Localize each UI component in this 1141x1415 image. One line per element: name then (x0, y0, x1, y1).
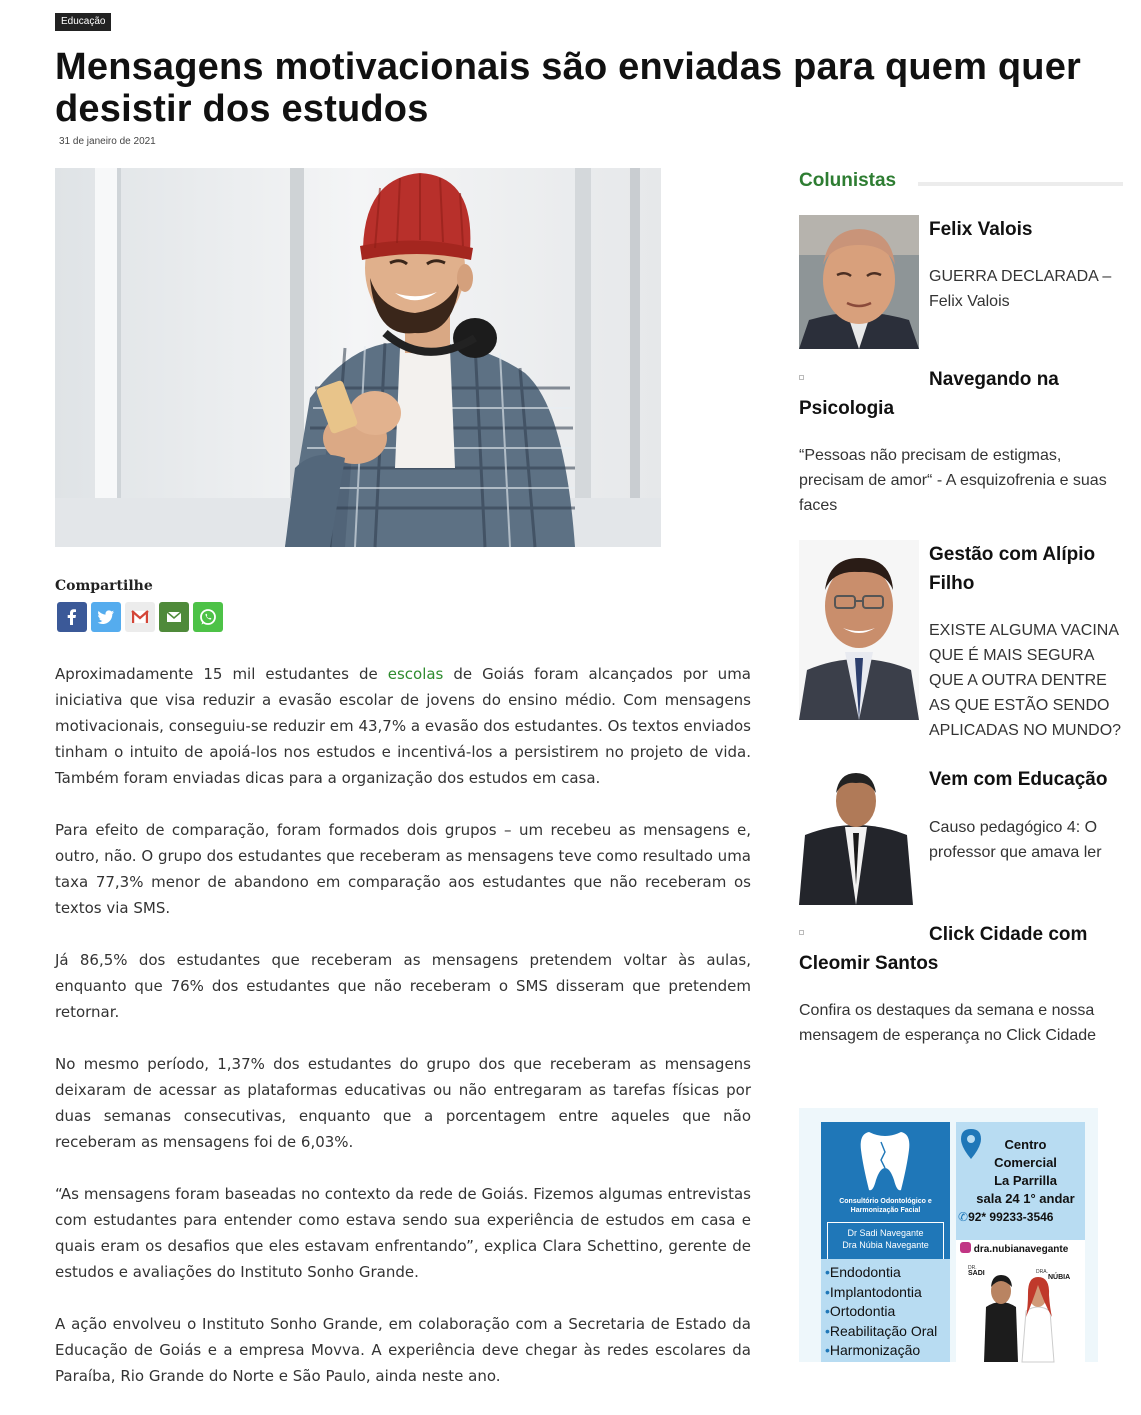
ad-location-panel (956, 1122, 1085, 1264)
columnist-name-click-cidade[interactable]: Click Cidade com (929, 924, 1088, 945)
columnist-name-navegando-psicologia[interactable]: Navegando na (929, 369, 1059, 390)
ad-location-line2: Comercial (994, 1155, 1057, 1170)
bullet-icon: • (825, 1283, 830, 1300)
facebook-icon (62, 607, 82, 627)
ad-phone-number: 92* 99233-3546 (968, 1210, 1054, 1224)
article-body (55, 661, 751, 1415)
category-badge[interactable]: Educação (55, 13, 111, 31)
article-paragraph (55, 661, 751, 791)
columnist-photo-vem-com-educacao[interactable] (799, 765, 913, 905)
ad-photo-label-1: SADI (968, 1270, 985, 1277)
paragraph-text: de Goiás foram alcançados por uma iniciativa que visa reduzir a evasão escolar de jovens do ensino médio. Com mensagens motivacionais, conseguiu-se reduzir em 43,7% a evasão dos estudantes. Os textos enviados tinham o intuito de apoiá-los nos estudos e incentivá-los a persistirem no projeto de vida. Também foram enviadas dicas para a organização dos estudos em casa. (55, 665, 751, 787)
ad-location-line4: sala 24 1° andar (976, 1191, 1075, 1206)
ad-instagram (956, 1240, 1085, 1260)
ad-service-item (825, 1302, 950, 1322)
ad-photo-prefix-1: DR. (968, 1265, 977, 1271)
ad-instagram-handle: dra.nubianavegante (973, 1244, 1069, 1255)
ad-service-label: Harmonização (829, 1342, 921, 1358)
email-icon (164, 607, 184, 627)
twitter-share-button[interactable] (91, 602, 121, 632)
columnist-photo-alipio-filho[interactable] (799, 540, 919, 720)
ad-doctors-photo (956, 1259, 1085, 1362)
ad-service-item (825, 1283, 950, 1303)
share-label: Compartilhe (55, 578, 153, 594)
dental-clinic-ad[interactable] (799, 1108, 1098, 1362)
escolas-link[interactable]: escolas (387, 665, 444, 683)
ad-clinic-panel (821, 1122, 950, 1264)
whatsapp-share-button[interactable] (193, 602, 223, 632)
columnist-name-navegando-psicologia-line2[interactable]: Psicologia (799, 398, 895, 419)
columnist-post-navegando-psicologia[interactable]: “Pessoas não precisam de estigmas, precisam de amor“ - A esquizofrenia e suas faces (799, 447, 1107, 514)
twitter-icon (96, 607, 116, 627)
ad-service-label: Endodontia (829, 1264, 901, 1280)
whatsapp-icon (198, 607, 218, 627)
ad-location (966, 1136, 1085, 1208)
email-share-button[interactable] (159, 602, 189, 632)
ad-service-item (825, 1341, 950, 1361)
columnist-photo-felix-valois[interactable] (799, 215, 919, 349)
ad-doctor-1: Dr Sadi Navegante (847, 1228, 924, 1238)
gmail-share-button[interactable] (125, 602, 155, 632)
columnist-post-vem-com-educacao[interactable]: Causo pedagógico 4: O professor que amava ler (929, 819, 1102, 861)
tooth-icon (859, 1128, 911, 1194)
columnist-post-alipio-filho[interactable]: EXISTE ALGUMA VACINA QUE É MAIS SEGURA QUE A OUTRA DENTRE AS QUE ESTÃO SENDO APLICADAS NO MUNDO? (929, 622, 1122, 739)
sidebar-title: Colunistas (799, 170, 897, 191)
ad-doctor-2: Dra Núbia Navegante (842, 1240, 929, 1250)
ad-photo-prefix-2: DRA. (1036, 1269, 1048, 1275)
share-buttons (57, 602, 223, 632)
paragraph-text: Aproximadamente 15 mil estudantes de (55, 665, 388, 683)
columnist-post-felix-valois[interactable]: GUERRA DECLARADA – Felix Valois (929, 268, 1112, 310)
article-paragraph: No mesmo período, 1,37% dos estudantes do grupo dos que receberam as mensagens deixaram de acessar as plataformas educativas ou não entregaram as tarefas físicas por duas semanas consecutivas, enquanto que a porcentagem entre aqueles que não receberam as mensagens foi de 6,03%. (55, 1055, 751, 1151)
ad-service-label: Ortodontia (829, 1303, 896, 1319)
article-title: Mensagens motivacionais são enviadas para quem quer desistir dos estudos (55, 46, 1082, 130)
facebook-share-button[interactable] (57, 602, 87, 632)
bullet-icon: • (825, 1264, 830, 1280)
columnist-name-click-cidade-line2[interactable]: Cleomir Santos (799, 953, 939, 974)
ad-services (821, 1259, 950, 1362)
broken-image-icon (799, 930, 804, 935)
ad-doctors-box (827, 1222, 944, 1260)
broken-image-icon (799, 375, 804, 380)
columnist-name-vem-com-educacao[interactable]: Vem com Educação (929, 769, 1108, 790)
bullet-icon: • (825, 1303, 830, 1319)
article-paragraph: A ação envolveu o Instituto Sonho Grande, em colaboração com a Secretaria de Estado da Educação de Goiás e a empresa Movva. A experiência deve chegar às redes escolares da Paraíba, Rio Grande do Norte e São Paulo, ainda neste ano. (55, 1315, 751, 1385)
gmail-icon (130, 607, 150, 627)
ad-service-item (825, 1263, 950, 1283)
columnist-name-alipio-filho[interactable]: Gestão com Alípio (929, 544, 1096, 565)
ad-phone (958, 1210, 1053, 1224)
instagram-icon (960, 1242, 971, 1253)
ad-service-label: Implantodontia (829, 1283, 922, 1300)
phone-icon: ✆ (958, 1210, 969, 1224)
columnist-name-alipio-filho-line2[interactable]: Filho (929, 573, 975, 594)
article-paragraph: Já 86,5% dos estudantes que receberam as mensagens pretendem voltar às aulas, enquanto que 76% dos estudantes que não receberam o SMS disseram que pretendem retornar. (55, 951, 751, 1021)
ad-location-line3: La Parrilla (994, 1173, 1057, 1188)
sidebar-title-divider (918, 182, 1123, 186)
ad-location-line1: Centro (1004, 1137, 1047, 1152)
article-date: 31 de janeiro de 2021 (59, 136, 156, 147)
ad-photo-label-2: NÚBIA (1048, 1274, 1071, 1281)
article-hero-image (55, 168, 661, 547)
article-paragraph: “As mensagens foram baseadas no contexto da rede de Goiás. Fizemos algumas entrevistas com estudantes para entender como estava sendo sua experiência de estudos em casa e quais eram os desafios que eles estavam enfrentando”, explica Clara Schettino, gerente de estudos e avaliações do Instituto Sonho Grande. (55, 1185, 751, 1281)
ad-clinic-line1: Consultório Odontológico e (839, 1198, 932, 1205)
ad-clinic-name (821, 1197, 950, 1215)
bullet-icon: • (825, 1322, 830, 1339)
ad-service-label: Reabilitação Oral (829, 1322, 938, 1339)
ad-service-item (825, 1322, 950, 1342)
ad-clinic-line2: Harmonização Facial (850, 1207, 921, 1214)
article-paragraph: Para efeito de comparação, foram formados dois grupos – um recebeu as mensagens e, outro, não. O grupo dos estudantes que receberam as mensagens teve como resultado uma taxa 77,3% menor de abandono em comparação aos estudantes que não receberam os textos via SMS. (55, 821, 751, 917)
columnist-post-click-cidade[interactable]: Confira os destaques da semana e nossa mensagem de esperança no Click Cidade (799, 1002, 1097, 1044)
columnist-name-felix-valois[interactable]: Felix Valois (929, 219, 1033, 240)
bullet-icon: • (825, 1342, 830, 1358)
